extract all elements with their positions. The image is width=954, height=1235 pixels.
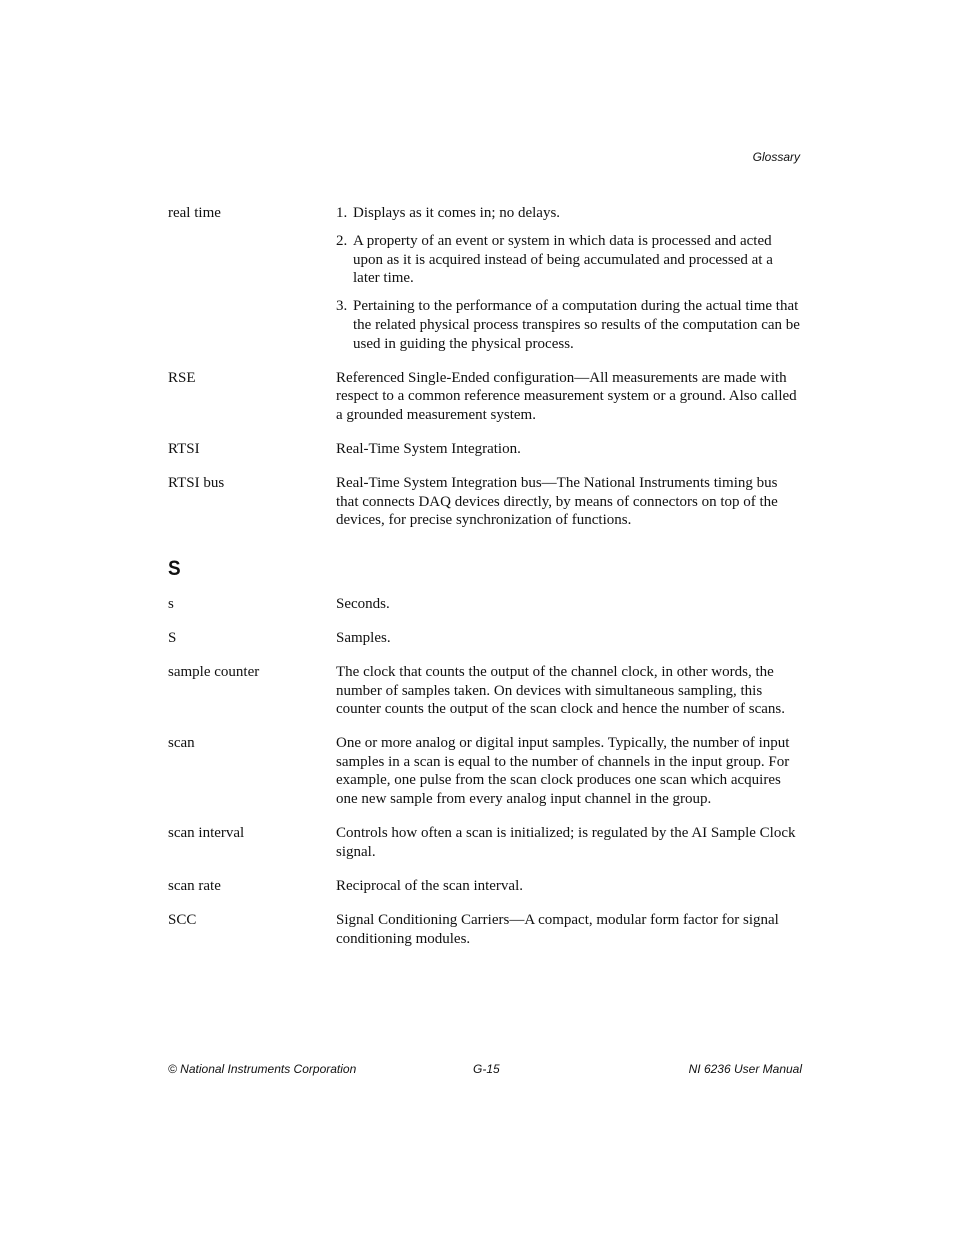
glossary-entry — [168, 440, 802, 459]
glossary-entry — [168, 911, 802, 948]
glossary-term: SCC — [168, 911, 197, 928]
running-header: Glossary — [752, 150, 800, 164]
glossary-term: RTSI — [168, 440, 200, 457]
footer-copyright: © National Instruments Corporation — [168, 1062, 357, 1076]
item-text: Displays as it comes in; no delays. — [353, 205, 561, 221]
item-number: 1. — [336, 205, 348, 221]
glossary-term: scan — [168, 735, 195, 752]
glossary-definition: Referenced Single-Ended configuration—All measurements are made with respect to a common reference measurement system or a ground. Also called a grounded measurement system. — [336, 369, 797, 423]
glossary-term: scan interval — [168, 825, 245, 842]
glossary-definition: Real-Time System Integration. — [336, 440, 521, 457]
glossary-entry — [168, 629, 802, 648]
glossary-entry — [168, 474, 802, 530]
glossary-term: real time — [168, 205, 221, 221]
glossary-definition: Reciprocal of the scan interval. — [336, 877, 524, 894]
page-footer — [168, 1062, 802, 1078]
glossary-definition: Seconds. — [336, 595, 390, 612]
item-number: 2. — [336, 233, 348, 250]
glossary-definition: Signal Conditioning Carriers—A compact, modular form factor for signal conditioning modules. — [336, 911, 779, 947]
definition-item — [336, 204, 802, 223]
definition-item — [336, 297, 802, 353]
glossary-definition — [336, 204, 802, 353]
glossary-term: sample counter — [168, 664, 260, 680]
glossary-entry — [168, 824, 802, 861]
glossary-entry — [168, 663, 802, 719]
section-heading: S — [168, 556, 181, 580]
glossary-definition: Controls how often a scan is initialized; is regulated by the AI Sample Clock signal. — [336, 825, 796, 860]
glossary-term: RSE — [168, 369, 196, 386]
definition-list — [336, 204, 802, 353]
glossary-term: scan rate — [168, 877, 221, 894]
item-text: Pertaining to the performance of a computation during the actual time that the related physical process transpires so results of the computation can be used in guiding the physical process. — [353, 298, 800, 352]
glossary-entry — [168, 204, 802, 353]
glossary-entry — [168, 595, 802, 614]
footer-manual-title: NI 6236 User Manual — [688, 1062, 802, 1076]
item-number: 3. — [336, 298, 348, 315]
page-number: G-15 — [473, 1062, 500, 1076]
glossary-definition: One or more analog or digital input samples. Typically, the number of input samples in a scan is equal to the number of channels in the input group. For example, one pulse from the scan clock produces one scan which acquires one new sample from every analog input channel in the group. — [336, 735, 790, 808]
glossary-entry — [168, 734, 802, 808]
item-text: A property of an event or system in which data is processed and acted upon as it is acquired instead of being accumulated and processed at a later time. — [353, 233, 773, 287]
definition-item — [336, 232, 802, 288]
glossary-content — [168, 204, 802, 964]
glossary-definition: Real-Time System Integration bus—The National Instruments timing bus that connects DAQ devices directly, by means of connectors on top of the devices, for precise synchronization of functions. — [336, 475, 778, 529]
glossary-entry — [168, 369, 802, 425]
glossary-entry — [168, 877, 802, 896]
glossary-definition: The clock that counts the output of the channel clock, in other words, the number of samples taken. On devices with simultaneous sampling, this counter counts the output of the scan clock and hence the number of scans. — [336, 664, 786, 718]
glossary-term: RTSI bus — [168, 475, 225, 492]
glossary-definition: Samples. — [336, 629, 391, 646]
glossary-term: S — [168, 629, 177, 646]
glossary-term: s — [168, 595, 174, 612]
